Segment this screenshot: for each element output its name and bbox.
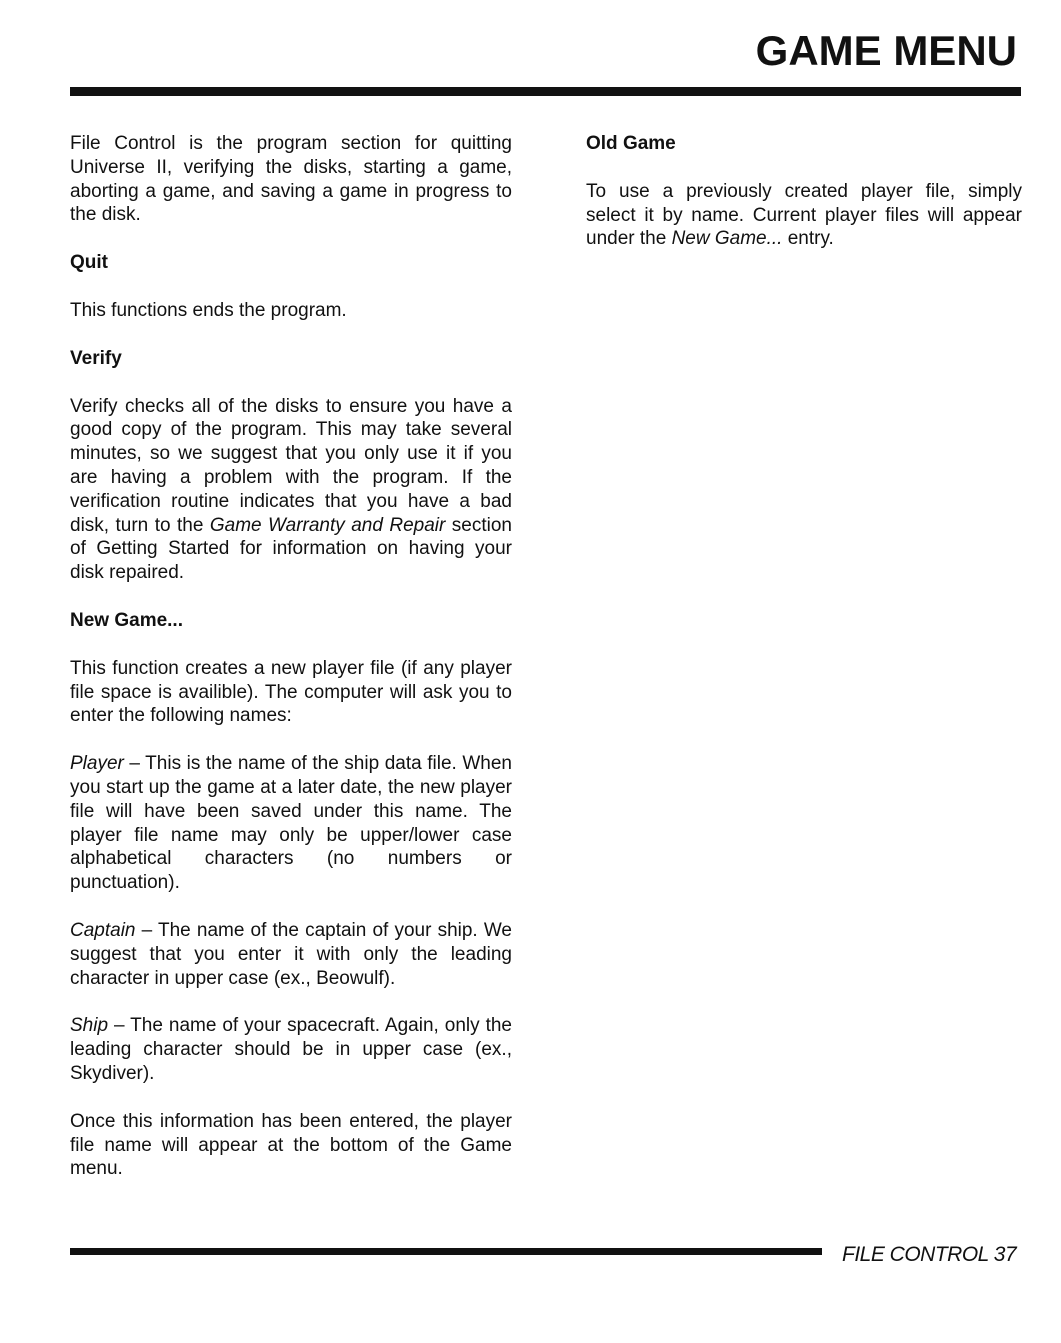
new-game-paragraph: This function creates a new player file (if any player file space is availible). The computer will ask you to enter the following names:	[70, 657, 512, 727]
top-divider	[70, 87, 1021, 96]
closing-paragraph: Once this information has been entered, the player file name will appear at the bottom of the Game menu.	[70, 1110, 512, 1180]
new-game-heading: New Game...	[70, 609, 183, 631]
verify-text-before: Verify checks all of the disks to ensure you have a good copy of the program. This may take several minutes, so we suggest that you only use it if you are having a problem with the program. If the verification routine indicates that you have a bad disk, turn to the	[70, 395, 512, 536]
ship-paragraph	[70, 1014, 512, 1085]
verify-paragraph	[70, 395, 512, 585]
quit-heading: Quit	[70, 252, 108, 274]
player-label: Player	[70, 753, 124, 775]
verify-heading: Verify	[70, 347, 122, 369]
captain-label: Captain	[70, 919, 136, 941]
old-game-text-before: To use a previously created player file, simply select it by name. Current player files will appear under the	[586, 180, 1022, 250]
right-column	[586, 132, 1022, 275]
old-game-heading: Old Game	[586, 133, 676, 154]
ship-label: Ship	[70, 1015, 109, 1037]
captain-paragraph	[70, 919, 512, 990]
player-text: – This is the name of the ship data file. When you start up the game at a later date, the new player file will have been saved under this name. The player file name may only be upper/lower case alphabetical characters (no numbers or punctuation).	[70, 753, 512, 894]
verify-italic-reference: Game Warranty and Repair	[209, 514, 446, 536]
captain-text: – The name of the captain of your ship. We suggest that you enter it with only the leading character in upper case (ex., Beowulf).	[70, 919, 512, 989]
left-column	[70, 132, 512, 1205]
verify-text-after: section of Getting Started for information on having your disk repaired.	[70, 514, 512, 584]
player-paragraph	[70, 752, 512, 895]
page-footer: FILE CONTROL 37	[842, 1243, 1017, 1266]
old-game-paragraph	[586, 180, 1022, 251]
old-game-italic-reference: New Game...	[671, 228, 783, 250]
bottom-divider	[70, 1248, 822, 1255]
page-title: GAME MENU	[755, 27, 1017, 74]
quit-paragraph: This functions ends the program.	[70, 299, 347, 321]
intro-paragraph: File Control is the program section for quitting Universe II, verifying the disks, starting a game, aborting a game, and saving a game in progress to the disk.	[70, 133, 512, 226]
ship-text: – The name of your spacecraft. Again, only the leading character should be in upper case (ex., Skydiver).	[70, 1015, 512, 1084]
old-game-text-after: entry.	[782, 228, 834, 250]
